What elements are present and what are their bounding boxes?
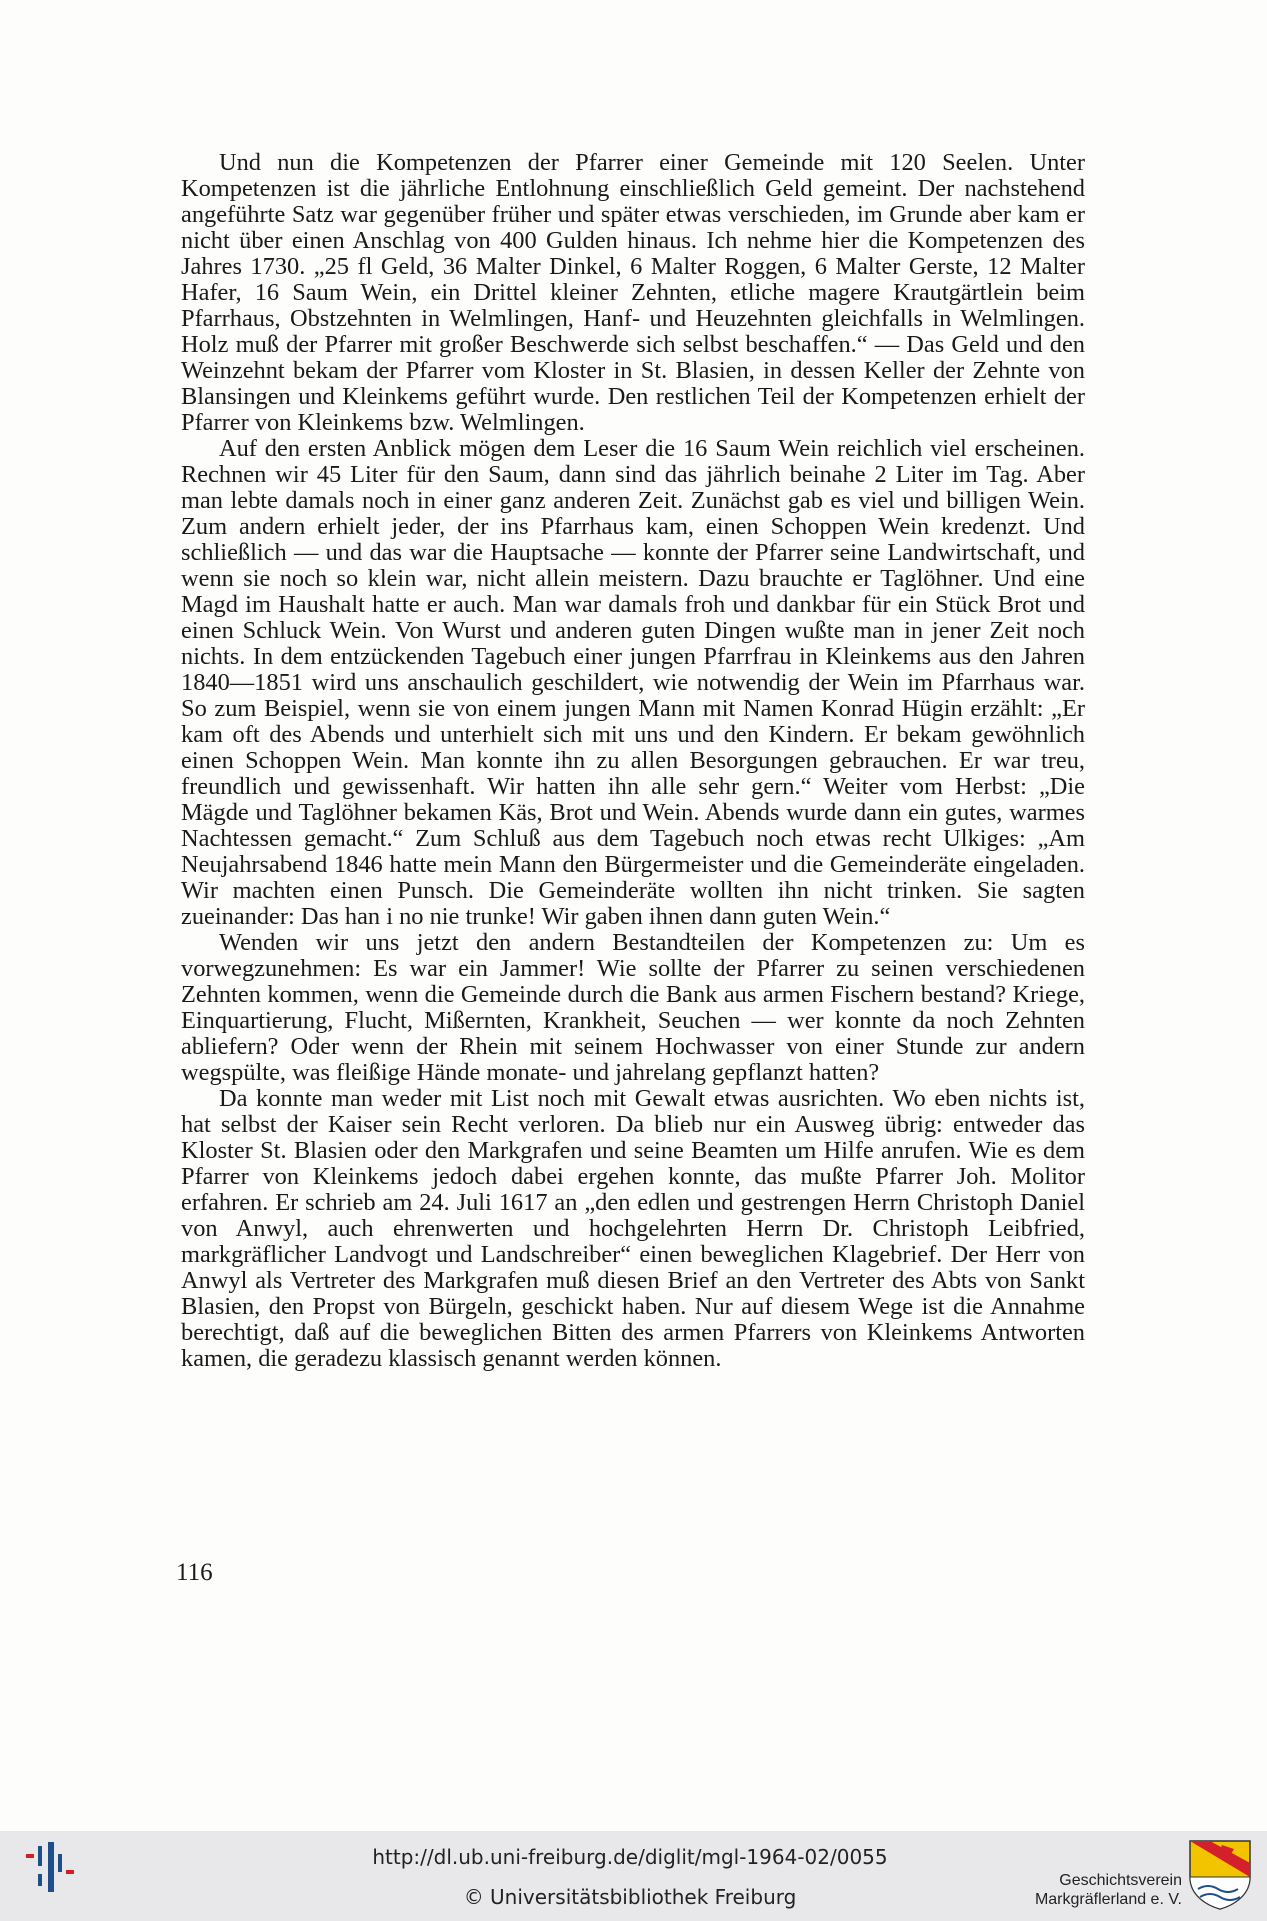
page-number: 116 — [176, 1559, 213, 1586]
paragraph: Und nun die Kompetenzen der Pfarrer einer Gemeinde mit 120 Seelen. Unter Kompetenzen ist die jährliche Entlohnung einschließlich Geld gemeint. Der nachstehend angeführte Satz war gegenüber früher und später etwas verschieden, im Grunde aber kam er nicht über einen Anschlag von 400 Gulden hinaus. Ich nehme hier die Kompetenzen des Jahres 1730. „25 fl Geld, 36 Malter Dinkel, 6 Malter Roggen, 6 Malter Gerste, 12 Malter Hafer, 16 Saum Wein, ein Drittel kleiner Zehnten, etliche magere Krautgärtlein beim Pfarrhaus, Obstzehnten in Welmlingen, Hanf- und Heuzehnten gleichfalls in Welmlingen. Holz muß der Pfarrer mit großer Beschwerde sich selbst beschaffen.“ — Das Geld und den Weinzehnt bekam der Pfarrer vom Kloster in St. Blasien, in dessen Keller der Zehnte von Blansingen und Kleinkems geführt wurde. Den restlichen Teil der Kompetenzen erhielt der Pfarrer von Kleinkems bzw. Welmlingen. — [181, 149, 1085, 436]
copyright-text: © Universitätsbibliothek Freiburg — [463, 1885, 797, 1909]
coat-of-arms-icon — [1188, 1839, 1252, 1911]
paragraph: Da konnte man weder mit List noch mit Gewalt etwas ausrichten. Wo eben nichts ist, hat selbst der Kaiser sein Recht verloren. Da blieb nur ein Ausweg übrig: entweder das Kloster St. Blasien oder den Markgrafen und seine Beamten um Hilfe anrufen. Wie es dem Pfarrer von Kleinkems jedoch dabei ergehen konnte, das mußte Pfarrer Joh. Molitor erfahren. Er schrieb am 24. Juli 1617 an „den edlen und gestrengen Herrn Christoph Daniel von Anwyl, auch ehrenwerten und hochgelehrten Herrn Dr. Christoph Leibfried, markgräflicher Landvogt und Landschreiber“ einen beweglichen Klagebrief. Der Herr von Anwyl als Vertreter des Markgrafen muß diesen Brief an den Vertreter des Abts von Sankt Blasien, den Propst von Bürgeln, geschickt haben. Nur auf diesem Wege ist die Annahme berechtigt, daß auf die beweglichen Bitten des armen Pfarrers von Kleinkems Antworten kamen, die geradezu klassisch genannt werden können. — [181, 1085, 1085, 1372]
society-line-1: Geschichtsverein — [1059, 1872, 1182, 1889]
body-text — [181, 150, 1085, 1372]
paragraph: Wenden wir uns jetzt den andern Bestandteilen der Kompetenzen zu: Um es vorwegzunehmen: Es war ein Jammer! Wie sollte der Pfarrer zu seinen verschiedenen Zehnten kommen, wenn die Gemeinde durch die Bank aus armen Fischern bestand? Kriege, Einquartierung, Flucht, Mißernten, Krankheit, Seuchen — wer konnte da noch Zehnten abliefern? Oder wenn der Rhein mit seinem Hochwasser von einer Stunde zur andern wegspülte, was fleißige Hände monate- und jahrelang gepflanzt hatten? — [181, 929, 1085, 1086]
society-line-2: Markgräflerland e. V. — [1034, 1891, 1182, 1908]
permalink-link[interactable]: http://dl.ub.uni-freiburg.de/diglit/mgl-1964-02/0055 — [372, 1845, 888, 1869]
ub-freiburg-logo-icon — [22, 1840, 82, 1900]
paragraph: Auf den ersten Anblick mögen dem Leser die 16 Saum Wein reichlich viel erscheinen. Rechnen wir 45 Liter für den Saum, dann sind das jährlich beinahe 2 Liter im Tag. Aber man lebte damals noch in einer ganz anderen Zeit. Zunächst gab es viel und billigen Wein. Zum andern erhielt jeder, der ins Pfarrhaus kam, einen Schoppen Wein kredenzt. Und schließlich — und das war die Hauptsache — konnte der Pfarrer seine Landwirtschaft, und wenn sie noch so klein war, nicht allein meistern. Dazu brauchte er Taglöhner. Und eine Magd im Haushalt hatte er auch. Man war damals froh und dankbar für ein Stück Brot und einen Schluck Wein. Von Wurst und anderen guten Dingen wußte man in jener Zeit noch nichts. In dem entzückenden Tagebuch einer jungen Pfarrfrau in Kleinkems aus den Jahren 1840—1851 wird uns anschaulich geschildert, wie notwendig der Wein im Pfarrhaus war. So zum Beispiel, wenn sie von einem jungen Mann mit Namen Konrad Hügin erzählt: „Er kam oft des Abends und unterhielt sich mit uns und den Kindern. Er bekam gewöhnlich einen Schoppen Wein. Man konnte ihn zu allen Besorgungen gebrauchen. Er war treu, freundlich und gewissenhaft. Wir hatten ihn alle sehr gern.“ Weiter vom Herbst: „Die Mägde und Taglöhner bekamen Käs, Brot und Wein. Abends wurde dann ein gutes, warmes Nachtessen gemacht.“ Zum Schluß aus dem Tagebuch noch etwas recht Ulkiges: „Am Neujahrsabend 1846 hatte mein Mann den Bürgermeister und die Gemeinderäte eingeladen. Wir machten einen Punsch. Die Gemeinderäte wollten ihn nicht trinken. Sie sagten zueinander: Das han i no nie trunke! Wir gaben ihnen dann guten Wein.“ — [181, 435, 1085, 930]
society-name — [1012, 1871, 1182, 1909]
